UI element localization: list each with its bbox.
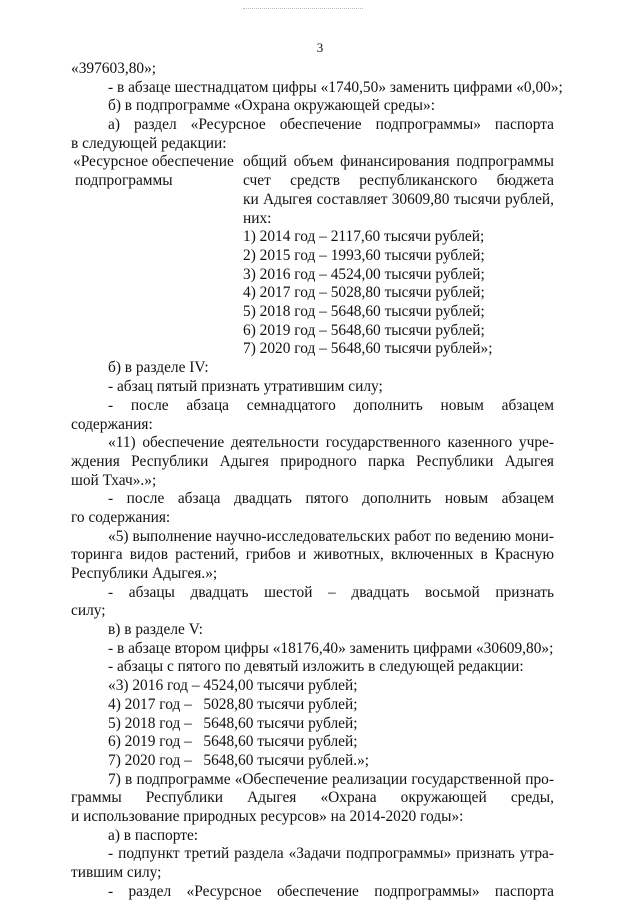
table-text: них: <box>243 209 272 227</box>
text-line: - в абзаце шестнадцатом цифры «1740,50» заменить цифрами «0,00»; <box>108 78 563 96</box>
text-line: - после абзаца семнадцатого дополнить новым абзацем <box>108 396 554 414</box>
scan-artifact <box>243 8 363 10</box>
text-line: - в абзаце втором цифры «18176,40» заменить цифрами «30609,80»; <box>108 639 554 657</box>
text-line: 7) в подпрограмме «Обеспечение реализации государственной про- <box>108 770 554 788</box>
text-line: - раздел «Ресурсное обеспечение подпрограммы» паспорта <box>108 882 554 900</box>
table-label: подпрограммы <box>75 172 173 190</box>
text-line: а) в паспорте: <box>108 826 199 844</box>
text-line: 7) 2020 год – 5648,60 тысячи рублей.»; <box>108 751 370 769</box>
text-line: в следующей редакции: <box>71 134 227 152</box>
text-line: шой Тхач».»; <box>71 471 157 489</box>
table-text: общий объем финансирования подпрограммы <box>243 153 554 171</box>
text-line: «397603,80»; <box>71 60 157 77</box>
table-left-column <box>73 153 233 190</box>
table-year: 1) 2014 год – 2117,60 тысячи рублей; <box>243 228 485 246</box>
text-line: Республики Адыгея.»; <box>71 565 218 582</box>
table-year: 4) 2017 год – 5028,80 тысячи рублей; <box>243 284 485 302</box>
text-line: ждения Республики Адыгея природного парка Республики Адыгея <box>71 452 554 470</box>
text-line: - абзацы двадцать шестой – двадцать восьмой признать <box>108 583 554 601</box>
text-line: тившим силу; <box>71 864 162 881</box>
table-year: 7) 2020 год – 5648,60 тысячи рублей»; <box>243 340 493 358</box>
text-line: «11) обеспечение деятельности государственного казенного учре- <box>108 434 554 452</box>
table-year: 5) 2018 год – 5648,60 тысячи рублей; <box>243 302 485 320</box>
text-line: - после абзаца двадцать пятого дополнить новым абзацем <box>108 490 554 508</box>
text-line: и использование природных ресурсов» на 2014-2020 годы»: <box>71 807 464 825</box>
text-line: - подпункт третий раздела «Задачи подпрограммы» признать утра- <box>108 845 554 863</box>
text-line: торинга видов растений, грибов и животных, включенных в Красную <box>71 546 554 564</box>
table-year: 3) 2016 год – 4524,00 тысячи рублей; <box>243 265 485 283</box>
text-line: граммы Республики Адыгея «Охрана окружающей среды, <box>71 789 554 807</box>
text-line: го содержания: <box>71 508 171 526</box>
text-line: «5) выполнение научно-исследовательских работ по ведению мони- <box>108 527 554 545</box>
text-line: «3) 2016 год – 4524,00 тысячи рублей; <box>108 677 358 695</box>
text-line: б) в разделе IV: <box>108 359 209 377</box>
text-line: б) в подпрограмме «Охрана окружающей среды»: <box>108 97 435 115</box>
page-number: 3 <box>316 40 324 55</box>
table-year: 6) 2019 год – 5648,60 тысячи рублей; <box>243 321 485 339</box>
text-line: 6) 2019 год – 5648,60 тысячи рублей; <box>108 733 358 751</box>
table-text: счет средств республиканского бюджета <box>243 172 554 190</box>
text-line: 4) 2017 год – 5028,80 тысячи рублей; <box>108 695 358 713</box>
text-line: содержания: <box>71 415 153 433</box>
text-line: - абзац пятый признать утратившим силу; <box>108 378 383 396</box>
table-year: 2) 2015 год – 1993,60 тысячи рублей; <box>243 246 485 264</box>
resource-table <box>71 153 554 359</box>
table-text: ки Адыгея составляет 30609,80 тысячи рублей, <box>243 190 554 208</box>
table-label: «Ресурсное обеспечение <box>73 153 234 171</box>
table-right-column <box>243 153 554 359</box>
text-line: силу; <box>71 602 106 620</box>
text-line: 5) 2018 год – 5648,60 тысячи рублей; <box>108 714 358 732</box>
text-line: - абзацы с пятого по девятый изложить в следующей редакции: <box>108 658 524 676</box>
text-line: в) в разделе V: <box>108 621 203 639</box>
document-body <box>71 60 563 901</box>
text-line: а) раздел «Ресурсное обеспечение подпрограммы» паспорта <box>108 116 554 134</box>
